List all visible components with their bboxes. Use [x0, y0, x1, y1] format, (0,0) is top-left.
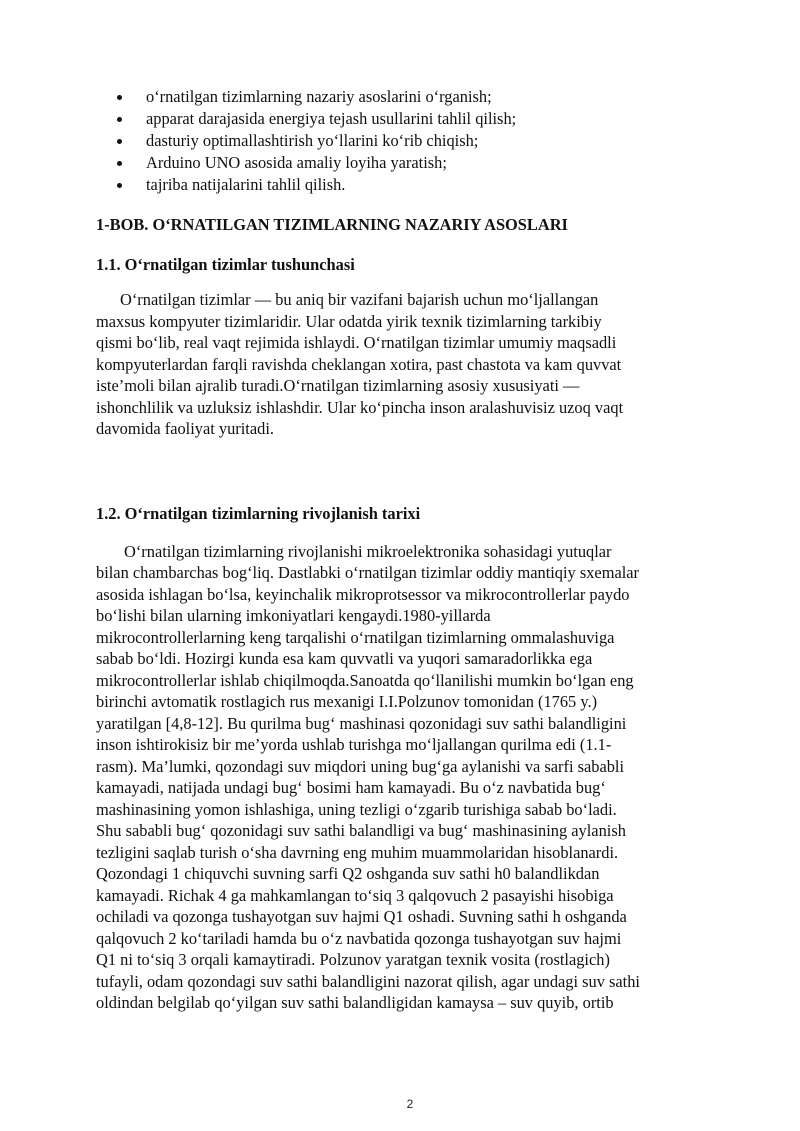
paragraph-line: kamayadi. Richak 4 ga mahkamlangan to‘siq 3 qalqovuch 2 pasayishi hisobiga: [96, 885, 614, 905]
paragraph-line: iste’moli bilan ajralib turadi.O‘rnatilgan tizimlarning asosiy xususiyati —: [96, 376, 580, 395]
paragraph-line: tezligini saqlab turish o‘sha davrning eng muhim muammolaridan hisoblanardi.: [96, 842, 619, 862]
bullet-icon: [117, 95, 122, 100]
section-heading-1-2: 1.2. O‘rnatilgan tizimlarning rivojlanish tarixi: [96, 503, 421, 523]
paragraph-line: maxsus kompyuter tizimlaridir. Ular odatda yirik texnik tizimlarning tarkibiy: [96, 311, 602, 331]
paragraph-line: mashinasining yomon ishlashiga, uning tezligi o‘zgarib turishiga sabab bo‘ladi.: [96, 799, 617, 819]
paragraph-line: kompyuterlardan farqli ravishda cheklangan xotira, past chastota va kam quvvat: [96, 354, 622, 374]
paragraph-line: inson ishtirokisiz bir me’yorda ushlab turishga mo‘ljallangan qurilma edi (1.1-: [96, 735, 612, 754]
chapter-heading: 1-BOB. O‘RNATILGAN TIZIMLARNING NAZARIY ASOSLARI: [96, 215, 568, 234]
paragraph-line: oldindan belgilab qo‘yilgan suv sathi balandligidan kamaysa – suv quyib, ortib: [96, 993, 614, 1012]
paragraph-line: kamayadi, natijada undagi bug‘ bosimi ham kamayadi. Bu o‘z navbatida bug‘: [96, 778, 606, 797]
list-item: [96, 130, 726, 152]
list-item-text: apparat darajasida energiya tejash usullarini tahlil qilish;: [146, 109, 517, 128]
paragraph-line: qismi bo‘lib, real vaqt rejimida ishlaydi. O‘rnatilgan tizimlar umumiy maqsadli: [96, 333, 617, 352]
section-1-2-paragraph: [96, 541, 726, 1014]
bullet-icon: [117, 161, 122, 166]
section-heading-1-1: 1.1. O‘rnatilgan tizimlar tushunchasi: [96, 255, 355, 274]
paragraph-line: ochiladi va qozonga tushayotgan suv hajmi Q1 oshadi. Suvning sathi h oshganda: [96, 907, 627, 926]
paragraph-line: rasm). Ma’lumki, qozondagi suv miqdori uning bug‘ga aylanishi va sarfi sababli: [96, 756, 625, 776]
paragraph-line: qalqovuch 2 ko‘tariladi hamda bu o‘z navbatida qozonga tushayotgan suv hajmi: [96, 928, 622, 948]
paragraph-line: bilan chambarchas bog‘liq. Dastlabki o‘rnatilgan tizimlar oddiy mantiqiy sxemalar: [96, 563, 640, 582]
list-item: [96, 108, 726, 130]
paragraph-line: ishonchlilik va uzluksiz ishlashdir. Ular ko‘pincha inson aralashuvisiz uzoq vaqt: [96, 397, 624, 417]
bullet-icon: [117, 117, 122, 122]
paragraph-line: tufayli, odam qozondagi suv sathi balandligini nazorat qilish, agar undagi suv sathi: [96, 971, 640, 991]
paragraph-line: asosida ishlagan bo‘lsa, keyinchalik mikroprotsessor va mikrocontrollerlar paydo: [96, 584, 630, 604]
paragraph-line: birinchi avtomatik rostlagich rus mexanigi I.I.Polzunov tomonidan (1765 y.): [96, 692, 598, 711]
list-item-text: tajriba natijalarini tahlil qilish.: [146, 175, 346, 194]
paragraph-line: Q1 ni to‘siq 3 orqali kamaytiradi. Polzunov yaratgan texnik vosita (rostlagich): [96, 950, 610, 969]
bullet-icon: [117, 139, 122, 144]
list-item-text: Arduino UNO asosida amaliy loyiha yaratish;: [146, 153, 447, 172]
bullet-icon: [117, 183, 122, 188]
paragraph-line: sabab bo‘ldi. Hozirgi kunda esa kam quvvatli va yuqori samaradorlikka ega: [96, 649, 593, 668]
section-1-1-paragraph: [96, 289, 726, 440]
paragraph-line: Shu sababli bug‘ qozonidagi suv sathi balandligi va bug‘ mashinasining aylanish: [96, 821, 626, 840]
list-item: [96, 86, 726, 108]
list-item: [96, 174, 726, 196]
paragraph-line: Qozondagi 1 chiquvchi suvning sarfi Q2 oshganda suv sathi h0 balandlikdan: [96, 864, 600, 883]
list-item: [96, 152, 726, 174]
paragraph-line: O‘rnatilgan tizimlar — bu aniq bir vazifani bajarish uchun mo‘ljallangan: [120, 290, 599, 309]
page-number: 2: [406, 1097, 414, 1111]
paragraph-line: bo‘lishi bilan ularning imkoniyatlari kengaydi.1980-yillarda: [96, 606, 491, 625]
paragraph-line: O‘rnatilgan tizimlarning rivojlanishi mikroelektronika sohasidagi yutuqlar: [124, 541, 612, 561]
list-item-text: o‘rnatilgan tizimlarning nazariy asoslarini o‘rganish;: [146, 87, 492, 106]
list-item-text: dasturiy optimallashtirish yo‘llarini ko‘rib chiqish;: [146, 131, 479, 150]
paragraph-line: davomida faoliyat yuritadi.: [96, 419, 274, 438]
document-page: [96, 86, 726, 1014]
paragraph-line: mikrocontrollerlar ishlab chiqilmoqda.Sanoatda qo‘llanilishi mumkin bo‘lgan eng: [96, 670, 634, 690]
paragraph-line: yaratilgan [4,8-12]. Bu qurilma bug‘ mashinasi qozonidagi suv sathi balandligini: [96, 713, 627, 733]
objectives-list: [96, 86, 726, 196]
paragraph-line: mikrocontrollerlarning keng tarqalishi o‘rnatilgan tizimlarning ommalashuviga: [96, 627, 615, 647]
